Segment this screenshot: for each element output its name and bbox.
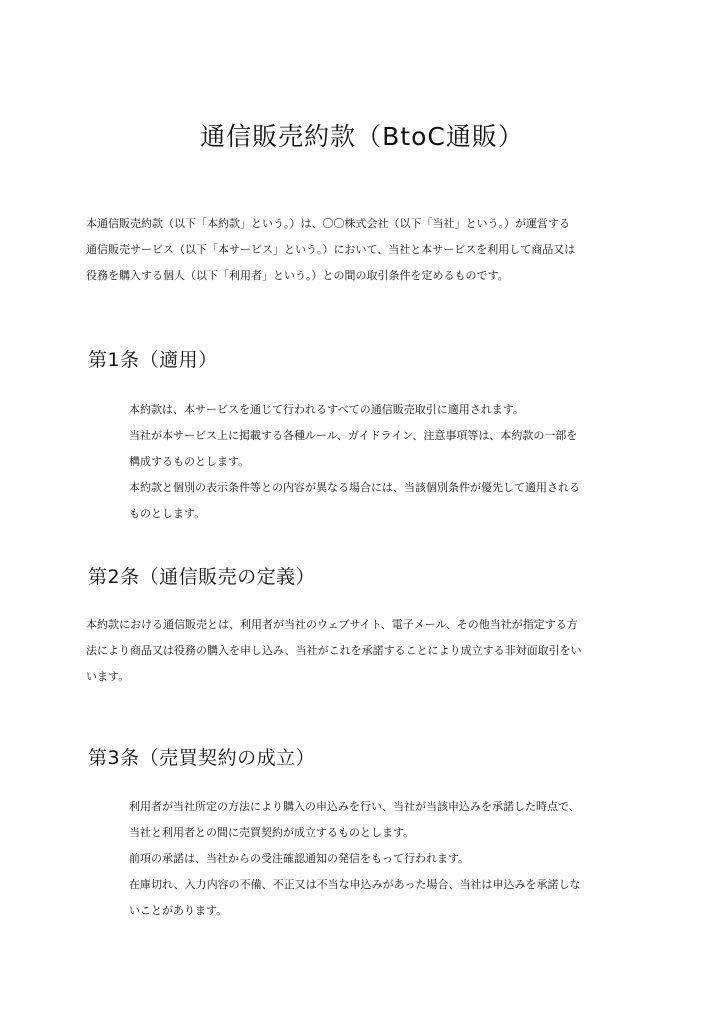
article-line: いことがあります。	[129, 904, 228, 917]
article-line: ものとします。	[129, 507, 206, 520]
intro-line: 役務を購入する個人（以下「利用者」という。）との間の取引条件を定めるものです。	[86, 269, 509, 282]
article-line: 前項の承諾は、当社からの受注確認通知の発信をもって行われます。	[129, 852, 470, 865]
article-line: 本約款と個別の表示条件等との内容が異なる場合には、当該個別条件が優先して適用される	[129, 481, 580, 494]
article-3-heading: 第3条（売買契約の成立）	[88, 747, 316, 769]
article-line: 構成するものとします。	[129, 455, 250, 468]
article-1-heading: 第1条（適用）	[88, 349, 218, 371]
article-2-heading: 第2条（通信販売の定義）	[88, 566, 316, 588]
article-line: 当社と利用者との間に売買契約が成立するものとします。	[129, 826, 415, 839]
article-line: 利用者が当社所定の方法により購入の申込みを行い、当社が当該申込みを承諾した時点で、	[129, 800, 580, 813]
article-line: 本約款における通信販売とは、利用者が当社のウェブサイト、電子メール、その他当社が指定する方	[86, 618, 578, 631]
article-3-body	[129, 794, 581, 924]
intro-line: 通信販売サービス（以下「本サービス」という。）において、当社と本サービスを利用して商品又は	[86, 243, 576, 256]
article-2-body	[86, 612, 582, 690]
article-line: 法により商品又は役務の購入を申し込み、当社がこれを承諾することにより成立する非対面取引をい	[86, 644, 582, 657]
article-line: います。	[86, 670, 130, 683]
document-title: 通信販売約款（BtoC通販）	[200, 122, 524, 151]
article-line: 本約款は、本サービスを通じて行われるすべての通信販売取引に適用されます。	[129, 403, 524, 416]
article-line: 在庫切れ、入力内容の不備、不正又は不当な申込みがあった場合、当社は申込みを承諾しな	[129, 878, 581, 891]
intro-paragraph	[86, 211, 646, 289]
intro-line: 本通信販売約款（以下「本約款」という。）は、〇〇株式会社（以下「当社」という。）が運営する	[86, 217, 570, 230]
article-1-body	[129, 397, 580, 527]
article-line: 当社が本サービス上に掲載する各種ルール、ガイドライン、注意事項等は、本約款の一部を	[129, 429, 578, 442]
